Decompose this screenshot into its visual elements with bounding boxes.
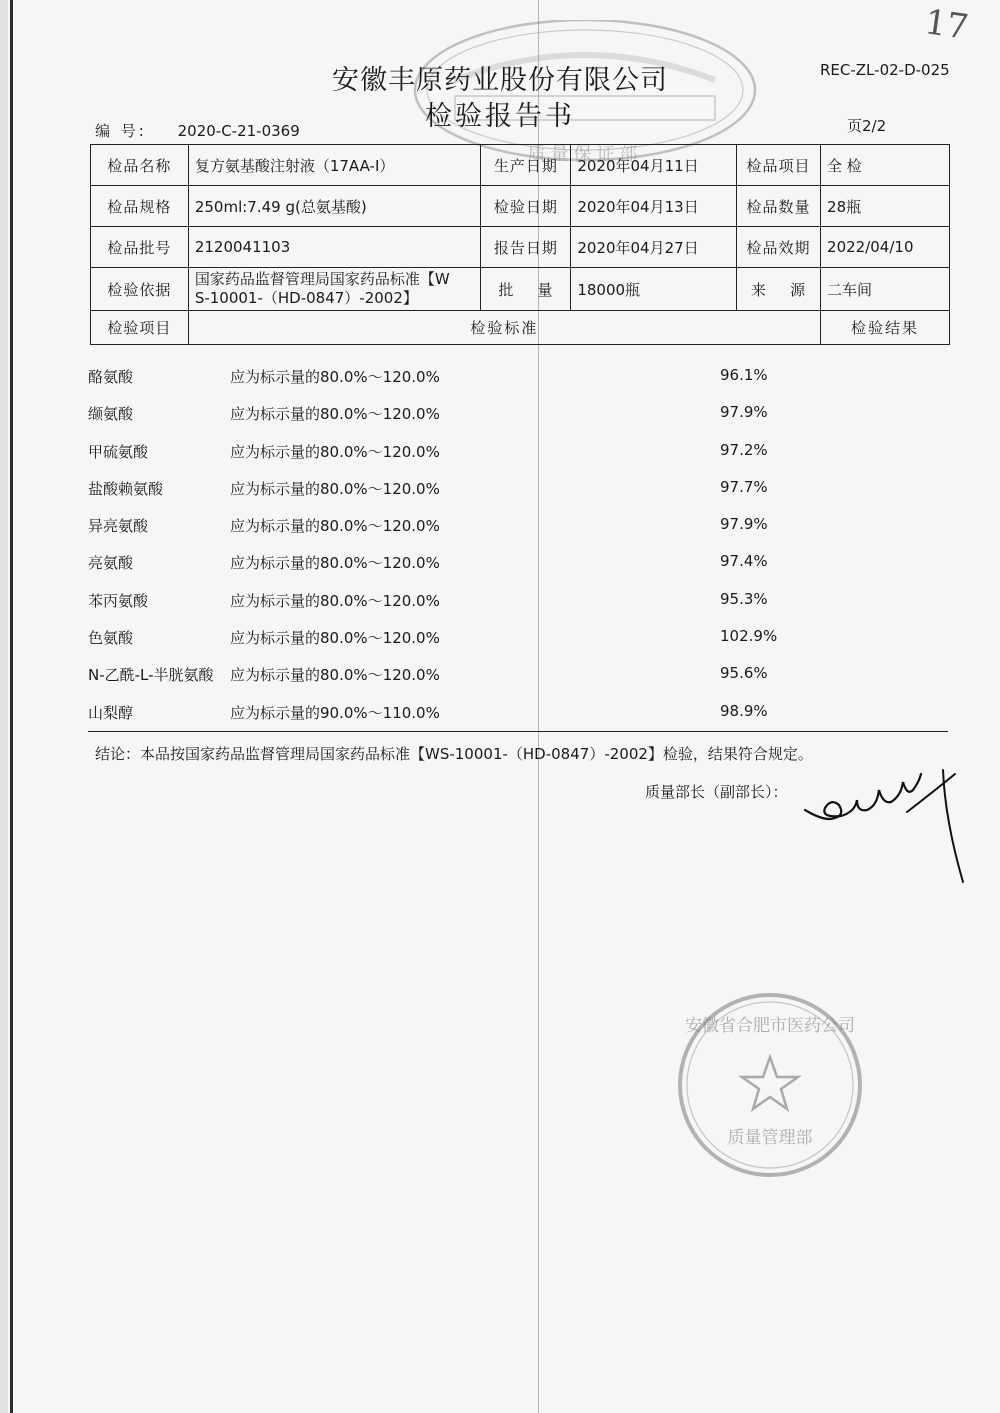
production-date-value: 2020年04月11日 (571, 145, 737, 186)
svg-text:质量管理部: 质量管理部 (727, 1128, 813, 1148)
result-value: 97.2% (720, 440, 768, 459)
inspection-item-label: 检品项目 (737, 145, 821, 186)
result-row (88, 698, 788, 735)
result-value: 97.7% (720, 477, 768, 496)
product-info-table (90, 144, 950, 345)
svg-text:安徽省合肥市医药公司: 安徽省合肥市医药公司 (685, 1016, 855, 1036)
company-name: 安徽丰原药业股份有限公司 (332, 65, 668, 96)
result-row (88, 362, 788, 399)
result-standard: 应为标示量的80.0%～120.0% (230, 517, 440, 536)
table-row (91, 268, 950, 311)
product-name-label: 检品名称 (91, 145, 189, 186)
record-code: REC-ZL-02-D-025 (820, 61, 950, 79)
result-value: 97.9% (720, 403, 768, 422)
result-value: 97.9% (720, 515, 768, 534)
batch-value: 2120041103 (188, 227, 481, 268)
divider-line (88, 731, 948, 732)
expiry-value: 2022/04/10 (821, 227, 950, 268)
result-standard: 应为标示量的80.0%～120.0% (230, 405, 440, 424)
result-row (88, 511, 788, 548)
spec-value: 250ml:7.49 g(总氨基酸) (188, 186, 481, 227)
result-value: 96.1% (720, 366, 768, 384)
quality-department-seal (670, 985, 870, 1185)
serial-label: 编 号: (95, 122, 147, 140)
result-standard: 应为标示量的80.0%～120.0% (230, 629, 440, 648)
result-row (88, 548, 788, 585)
result-item-name: 酪氨酸 (88, 368, 134, 386)
scan-edge-line (10, 0, 13, 1413)
result-row (88, 586, 788, 623)
basis-line-1: 国家药品监督管理局国家药品标准【W (194, 270, 450, 288)
result-item-name: 盐酸赖氨酸 (88, 479, 164, 498)
column-header-result: 检验结果 (821, 311, 950, 345)
basis-value (188, 268, 481, 311)
result-item-name: 色氨酸 (88, 629, 134, 648)
lot-size-label: 批 量 (481, 268, 571, 311)
table-row (91, 227, 950, 268)
handwritten-signature (795, 760, 970, 895)
result-item-name: 异亮氨酸 (88, 517, 149, 536)
test-date-value: 2020年04月13日 (571, 186, 737, 227)
result-row (88, 623, 788, 660)
result-item-name: 甲硫氨酸 (88, 442, 149, 461)
report-date-value: 2020年04月27日 (571, 227, 737, 268)
lot-size-value: 18000瓶 (571, 268, 737, 311)
result-standard: 应为标示量的80.0%～120.0% (230, 479, 440, 498)
spec-label: 检品规格 (91, 186, 189, 227)
result-value: 95.3% (720, 589, 768, 608)
inspection-item-value: 全 检 (821, 145, 950, 186)
result-value: 98.9% (720, 701, 768, 720)
result-standard: 应为标示量的90.0%～110.0% (230, 703, 440, 722)
serial-number-line (95, 120, 300, 141)
result-item-name: 苯丙氨酸 (88, 591, 149, 610)
result-standard: 应为标示量的80.0%～120.0% (230, 442, 440, 461)
result-row (88, 437, 788, 474)
table-row (91, 186, 950, 227)
result-standard: 应为标示量的80.0%～120.0% (230, 554, 440, 573)
batch-label: 检品批号 (91, 227, 189, 268)
result-item-name: 山梨醇 (88, 703, 134, 722)
quantity-label: 检品数量 (737, 186, 821, 227)
quantity-value: 28瓶 (821, 186, 950, 227)
result-value: 95.6% (720, 664, 768, 683)
result-item-name: 亮氨酸 (88, 554, 134, 573)
results-list (88, 362, 788, 735)
quality-manager-label: 质量部长（副部长）： (645, 783, 788, 801)
result-item-name: N-乙酰-L-半胱氨酸 (88, 666, 214, 685)
result-row (88, 399, 788, 436)
column-header-item: 检验项目 (91, 311, 189, 345)
result-standard: 应为标示量的80.0%～120.0% (230, 666, 440, 685)
production-date-label: 生产日期 (481, 145, 571, 186)
expiry-label: 检品效期 (737, 227, 821, 268)
result-value: 97.4% (720, 552, 768, 571)
page-number: 页2/2 (847, 117, 887, 135)
result-standard: 应为标示量的80.0%～120.0% (230, 368, 440, 386)
svg-text:质量保证部: 质量保证部 (527, 144, 643, 165)
result-standard: 应为标示量的80.0%～120.0% (230, 591, 440, 610)
handwritten-page-number: 17 (922, 2, 971, 48)
conclusion-text: 结论：本品按国家药品监督管理局国家药品标准【WS-10001-（HD-0847）-2002】检验，结果符合规定。 (95, 745, 813, 763)
result-row (88, 660, 788, 697)
product-name-value: 复方氨基酸注射液（17AA-I） (188, 145, 481, 186)
test-date-label: 检验日期 (481, 186, 571, 227)
source-label: 来 源 (737, 268, 821, 311)
column-header-standard: 检验标准 (188, 311, 820, 345)
basis-label: 检验依据 (91, 268, 189, 311)
table-header-row (91, 311, 950, 345)
scan-margin (0, 0, 8, 1413)
table-row (91, 145, 950, 186)
result-value: 102.9% (720, 627, 778, 646)
report-date-label: 报告日期 (481, 227, 571, 268)
result-row (88, 474, 788, 511)
result-item-name: 缬氨酸 (88, 405, 134, 424)
basis-line-2: S-10001-（HD-0847）-2002】 (194, 289, 418, 307)
serial-number: 2020-C-21-0369 (177, 122, 300, 140)
document-title: 检验报告书 (425, 101, 575, 132)
source-value: 二车间 (821, 268, 950, 311)
